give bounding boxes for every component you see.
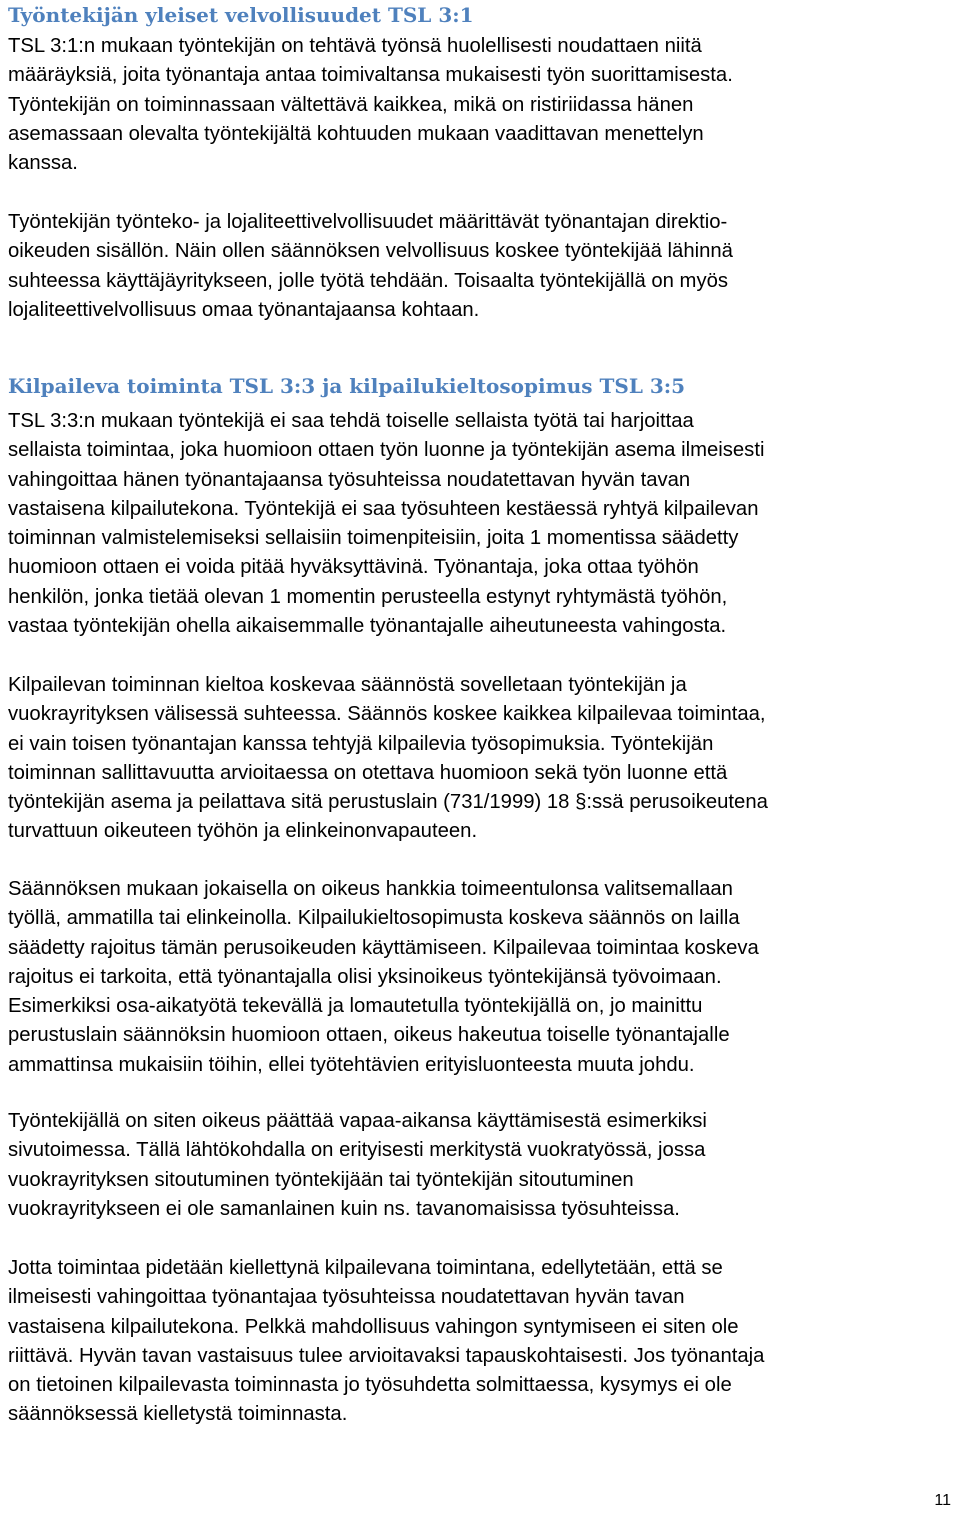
text-line: suhteessa käyttäjäyritykseen, jolle työtä tehdään. Toisaalta työntekijällä on myös bbox=[8, 269, 729, 292]
text-line: ei vain toisen työnantajan kanssa tehtyjä kilpailevia työsopimuksia. Työntekijän bbox=[8, 732, 714, 755]
text-line: vastaisena kilpailutekona. Työntekijä ei saa työsuhteen kestäessä ryhtyä kilpailevan bbox=[8, 497, 759, 520]
section-heading-general-duties: Työntekijän yleiset velvollisuudet TSL 3:1 bbox=[8, 3, 474, 27]
text-line: TSL 3:3:n mukaan työntekijä ei saa tehdä toiselle sellaista työtä tai harjoittaa bbox=[8, 410, 694, 432]
text-line: toiminnan sallittavuutta arvioitaessa on otettava huomioon sekä työn luonne että bbox=[8, 761, 728, 784]
paragraph bbox=[0, 1107, 958, 1224]
text-line: huomioon ottaen ei voida pitää hyväksyttävinä. Työnantaja, joka ottaa työhön bbox=[8, 556, 699, 579]
text-line: oikeuden sisällön. Näin ollen säännöksen velvollisuus koskee työntekijää lähinnä bbox=[8, 240, 733, 263]
paragraph bbox=[0, 671, 958, 847]
text-line: Esimerkiksi osa-aikatyötä tekevällä ja lomautetulla työntekijällä on, jo mainittu bbox=[8, 995, 703, 1018]
text-line: riittävä. Hyvän tavan vastaisuus tulee arvioitavaksi tapauskohtaisesti. Jos työnantaja bbox=[8, 1344, 765, 1367]
text-line: toiminnan valmistelemiseksi sellaisiin toimenpiteisiin, joita 1 momentissa säädetty bbox=[8, 527, 739, 550]
text-line: sellaista toimintaa, joka huomioon ottaen työn luonne ja työntekijän asema ilmeisesti bbox=[8, 439, 765, 462]
text-line: vahingoittaa hänen työnantajaansa työsuhteissa noudatettavan hyvän tavan bbox=[8, 468, 691, 491]
paragraph bbox=[0, 32, 958, 178]
section-heading-competing-activity: Kilpaileva toiminta TSL 3:3 ja kilpailukieltosopimus TSL 3:5 bbox=[8, 374, 686, 398]
text-line: vuokrayrityksen sitoutuminen työntekijään tai työntekijän sitoutuminen bbox=[8, 1168, 634, 1191]
paragraph bbox=[0, 875, 958, 1080]
text-line: määräyksiä, joita työnantaja antaa toimivaltansa mukaisesti työn suorittamisesta. bbox=[8, 64, 733, 87]
text-line: kanssa. bbox=[8, 152, 78, 175]
text-line: sivutoimessa. Tällä lähtökohdalla on erityisesti merkitystä vuokratyössä, jossa bbox=[8, 1139, 706, 1162]
page-number: 11 bbox=[934, 1492, 951, 1509]
text-line: Kilpailevan toiminnan kieltoa koskevaa säännöstä sovelletaan työntekijän ja bbox=[8, 674, 687, 696]
text-line: Jotta toimintaa pidetään kiellettynä kilpailevana toimintana, edellytetään, että se bbox=[8, 1257, 723, 1279]
text-line: vastaisena kilpailutekona. Pelkkä mahdollisuus vahingon syntymiseen ei siten ole bbox=[8, 1315, 739, 1338]
text-line: säädetty rajoitus tämän perusoikeuden käyttämiseen. Kilpailevaa toimintaa koskeva bbox=[8, 936, 759, 959]
text-line: vuokrayritykseen ei ole samanlainen kuin ns. tavanomaisissa työsuhteissa. bbox=[8, 1197, 680, 1220]
text-line: henkilön, jonka tietää olevan 1 momentin perusteella estynyt ryhtymästä työhön, bbox=[8, 585, 728, 608]
text-line: ammattinsa mukaisiin töihin, ellei työtehtävien erityisluonteesta muuta johdu. bbox=[8, 1053, 695, 1076]
text-line: Säännöksen mukaan jokaisella on oikeus hankkia toimeentulonsa valitsemallaan bbox=[8, 878, 733, 900]
text-line: vuokrayrityksen välisessä suhteessa. Säännös koskee kaikkea kilpailevaa toimintaa, bbox=[8, 703, 766, 726]
text-line: Työntekijän työnteko- ja lojaliteettivelvollisuudet määrittävät työnantajan direktio- bbox=[8, 211, 728, 233]
text-line: säännöksessä kielletystä toiminnasta. bbox=[8, 1403, 348, 1426]
text-line: TSL 3:1:n mukaan työntekijän on tehtävä työnsä huolellisesti noudattaen niitä bbox=[8, 35, 702, 57]
text-line: turvattuun oikeuteen työhön ja elinkeinonvapauteen. bbox=[8, 820, 478, 843]
text-line: Työntekijän on toiminnassaan vältettävä kaikkea, mikä on ristiriidassa hänen bbox=[8, 93, 694, 116]
text-line: on tietoinen kilpailevasta toiminnasta jo työsuhdetta solmittaessa, kysymys ei ole bbox=[8, 1374, 732, 1397]
text-line: Työntekijällä on siten oikeus päättää vapaa-aikansa käyttämisestä esimerkiksi bbox=[8, 1110, 707, 1132]
paragraph bbox=[0, 1254, 958, 1430]
paragraph bbox=[0, 407, 958, 641]
text-line: ilmeisesti vahingoittaa työnantajaa työsuhteissa noudatettavan hyvän tavan bbox=[8, 1286, 685, 1309]
text-line: perustuslain säännöksin huomioon ottaen, oikeus hakeutua toiselle työnantajalle bbox=[8, 1024, 730, 1047]
text-line: työllä, ammatilla tai elinkeinolla. Kilpailukieltosopimusta koskeva säännös on lailla bbox=[8, 907, 740, 930]
paragraph bbox=[0, 208, 958, 325]
text-line: rajoitus ei tarkoita, että työnantajalla olisi yksinoikeus työntekijänsä työvoimaan. bbox=[8, 965, 722, 988]
text-line: työntekijän asema ja peilattava sitä perustuslain (731/1999) 18 §:ssä perusoikeutena bbox=[8, 791, 768, 814]
text-line: lojaliteettivelvollisuus omaa työnantajaansa kohtaan. bbox=[8, 298, 480, 321]
text-line: vastaa työntekijän ohella aikaisemmalle työnantajalle aiheutuneesta vahingosta. bbox=[8, 615, 727, 638]
text-line: asemassaan olevalta työntekijältä kohtuuden mukaan vaadittavan menettelyn bbox=[8, 122, 704, 145]
